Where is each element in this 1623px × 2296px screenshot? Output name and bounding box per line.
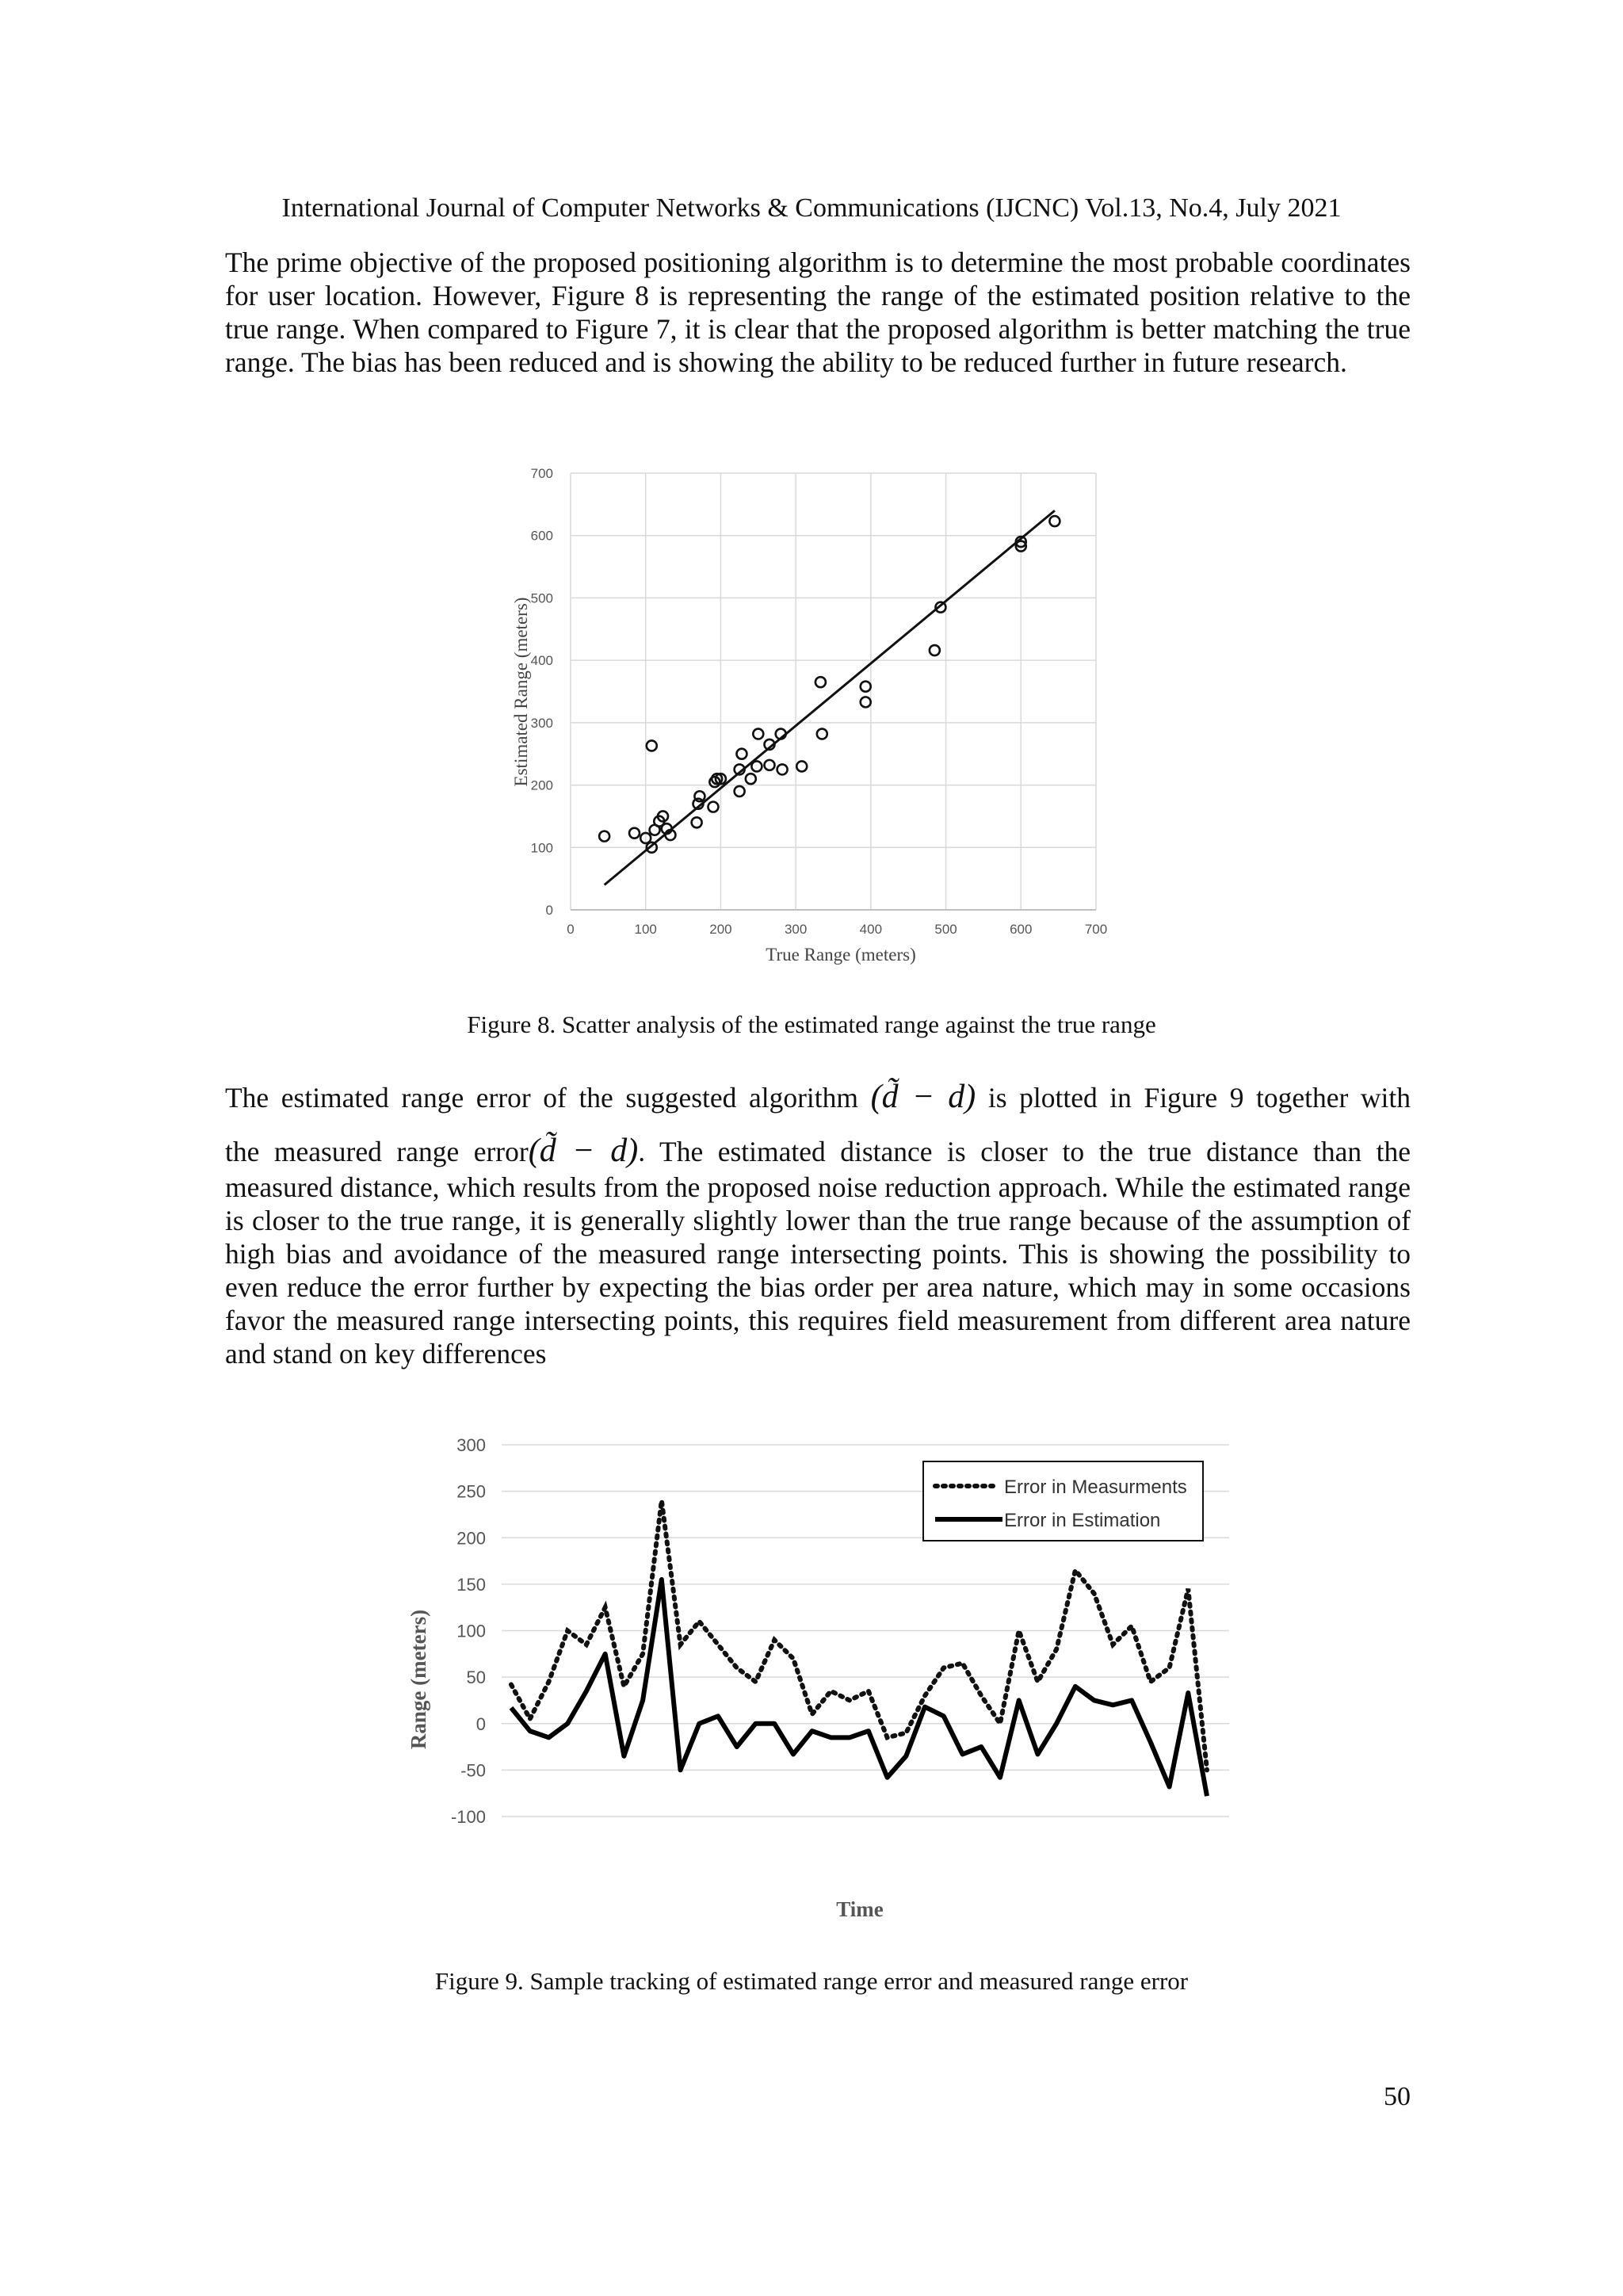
figure8-y-axis-label: Estimated Range (meters) bbox=[511, 597, 531, 787]
scatter-point bbox=[777, 764, 788, 774]
scatter-point bbox=[692, 817, 702, 827]
y-tick-label: 400 bbox=[530, 653, 553, 669]
figure8-scatter-chart bbox=[491, 452, 1125, 983]
scatter-point bbox=[735, 786, 745, 797]
paragraph-2 bbox=[225, 1080, 1411, 1370]
y-tick-label: 150 bbox=[456, 1574, 486, 1595]
scatter-point bbox=[708, 802, 718, 812]
y-tick-label: 200 bbox=[530, 777, 553, 793]
scatter-point bbox=[1049, 516, 1060, 526]
equation-d-tilde-minus-d: (d̃ − d) bbox=[870, 1079, 976, 1115]
y-tick-label: 500 bbox=[530, 590, 553, 606]
scatter-point bbox=[861, 682, 871, 692]
scatter-point bbox=[817, 729, 827, 739]
scatter-point bbox=[796, 761, 807, 771]
x-tick-label: 0 bbox=[567, 922, 575, 937]
paragraph-2-line-2 bbox=[225, 1134, 1411, 1171]
scatter-point bbox=[736, 749, 747, 759]
figure9-caption: Figure 9. Sample tracking of estimated range error and measured range error bbox=[434, 1967, 1189, 1995]
legend-label-measurments: Error in Measurments bbox=[1004, 1477, 1187, 1498]
y-tick-label: 50 bbox=[466, 1668, 486, 1688]
page-number: 50 bbox=[1384, 2082, 1411, 2111]
intro-paragraph bbox=[225, 246, 1411, 379]
x-tick-label: 300 bbox=[784, 922, 808, 937]
paragraph-2-line-1 bbox=[225, 1080, 1411, 1129]
figure9-tick-labels bbox=[451, 1435, 486, 1827]
y-tick-label: 250 bbox=[456, 1481, 486, 1502]
para2-line1-pre: The estimated range error of the suggested algorithm bbox=[225, 1082, 858, 1114]
figure9-y-axis-label: Range (meters) bbox=[407, 1609, 430, 1750]
legend-label-estimation: Error in Estimation bbox=[1004, 1510, 1161, 1531]
scatter-point bbox=[861, 697, 871, 707]
figure8-points bbox=[599, 516, 1060, 853]
scatter-point bbox=[746, 774, 756, 784]
y-tick-label: -50 bbox=[460, 1760, 486, 1781]
x-tick-label: 400 bbox=[859, 922, 883, 937]
scatter-point bbox=[751, 761, 762, 771]
journal-header: International Journal of Computer Networks & Communications (IJCNC) Vol.13, No.4, July 2021 bbox=[281, 193, 1342, 223]
intro-paragraph-text: The prime objective of the proposed positioning algorithm is to determine the most probable coordinates for user location. However, Figure 8 is representing the range of the estimated position relative to the true range. When compared to Figure 7, it is clear that the proposed algorithm is better matching the true range. The bias has been reduced and is showing the ability to be reduced further in future research. bbox=[225, 246, 1411, 378]
y-tick-label: 0 bbox=[475, 1713, 486, 1734]
scatter-point bbox=[930, 645, 940, 655]
y-tick-label: 300 bbox=[530, 715, 553, 731]
x-tick-label: 100 bbox=[634, 922, 657, 937]
scatter-point bbox=[599, 831, 609, 842]
scatter-point bbox=[629, 828, 640, 839]
x-tick-label: 600 bbox=[1010, 922, 1033, 937]
paragraph-2-body bbox=[225, 1134, 1411, 1370]
x-tick-label: 200 bbox=[709, 922, 732, 937]
y-tick-label: 600 bbox=[530, 528, 553, 544]
scatter-point bbox=[764, 760, 774, 770]
scatter-point bbox=[753, 729, 763, 739]
x-tick-label: 500 bbox=[934, 922, 957, 937]
para2-line2-pre: the measured range error bbox=[225, 1136, 529, 1167]
figure8-caption: Figure 8. Scatter analysis of the estimated range against the true range bbox=[467, 1010, 1156, 1038]
y-tick-label: 300 bbox=[456, 1435, 486, 1455]
x-tick-label: 700 bbox=[1084, 922, 1108, 937]
figure8-x-axis-label: True Range (meters) bbox=[766, 945, 916, 965]
y-tick-label: 700 bbox=[530, 466, 553, 481]
para2-line2-post: . The estimated distance is closer to the true distance than the bbox=[638, 1136, 1411, 1167]
figure9-x-axis-label: Time bbox=[836, 1897, 884, 1921]
y-tick-label: -100 bbox=[450, 1807, 486, 1827]
y-tick-label: 100 bbox=[530, 840, 553, 856]
scatter-point bbox=[815, 677, 826, 687]
para2-line1-post: is plotted in Figure 9 together with bbox=[987, 1082, 1411, 1114]
y-tick-label: 200 bbox=[456, 1528, 486, 1549]
equation-measured-error: (d̃ − d) bbox=[528, 1133, 639, 1169]
y-tick-label: 0 bbox=[545, 903, 553, 918]
para2-rest: measured distance, which results from the proposed noise reduction approach. While the estimated range is closer to the true range, it is generally slightly lower than the true range because of the assumption of high bias and avoidance of the measured range intersecting points. This is showing the possibility to even reduce the error further by expecting the bias order per area nature, which may in some occasions favor the measured range intersecting points, this requires field measurement from different area nature and stand on key differences bbox=[225, 1171, 1411, 1370]
figure9-line-chart bbox=[400, 1419, 1240, 1934]
scatter-point bbox=[647, 740, 657, 751]
figure9-legend bbox=[923, 1461, 1203, 1541]
y-tick-label: 100 bbox=[456, 1621, 486, 1641]
